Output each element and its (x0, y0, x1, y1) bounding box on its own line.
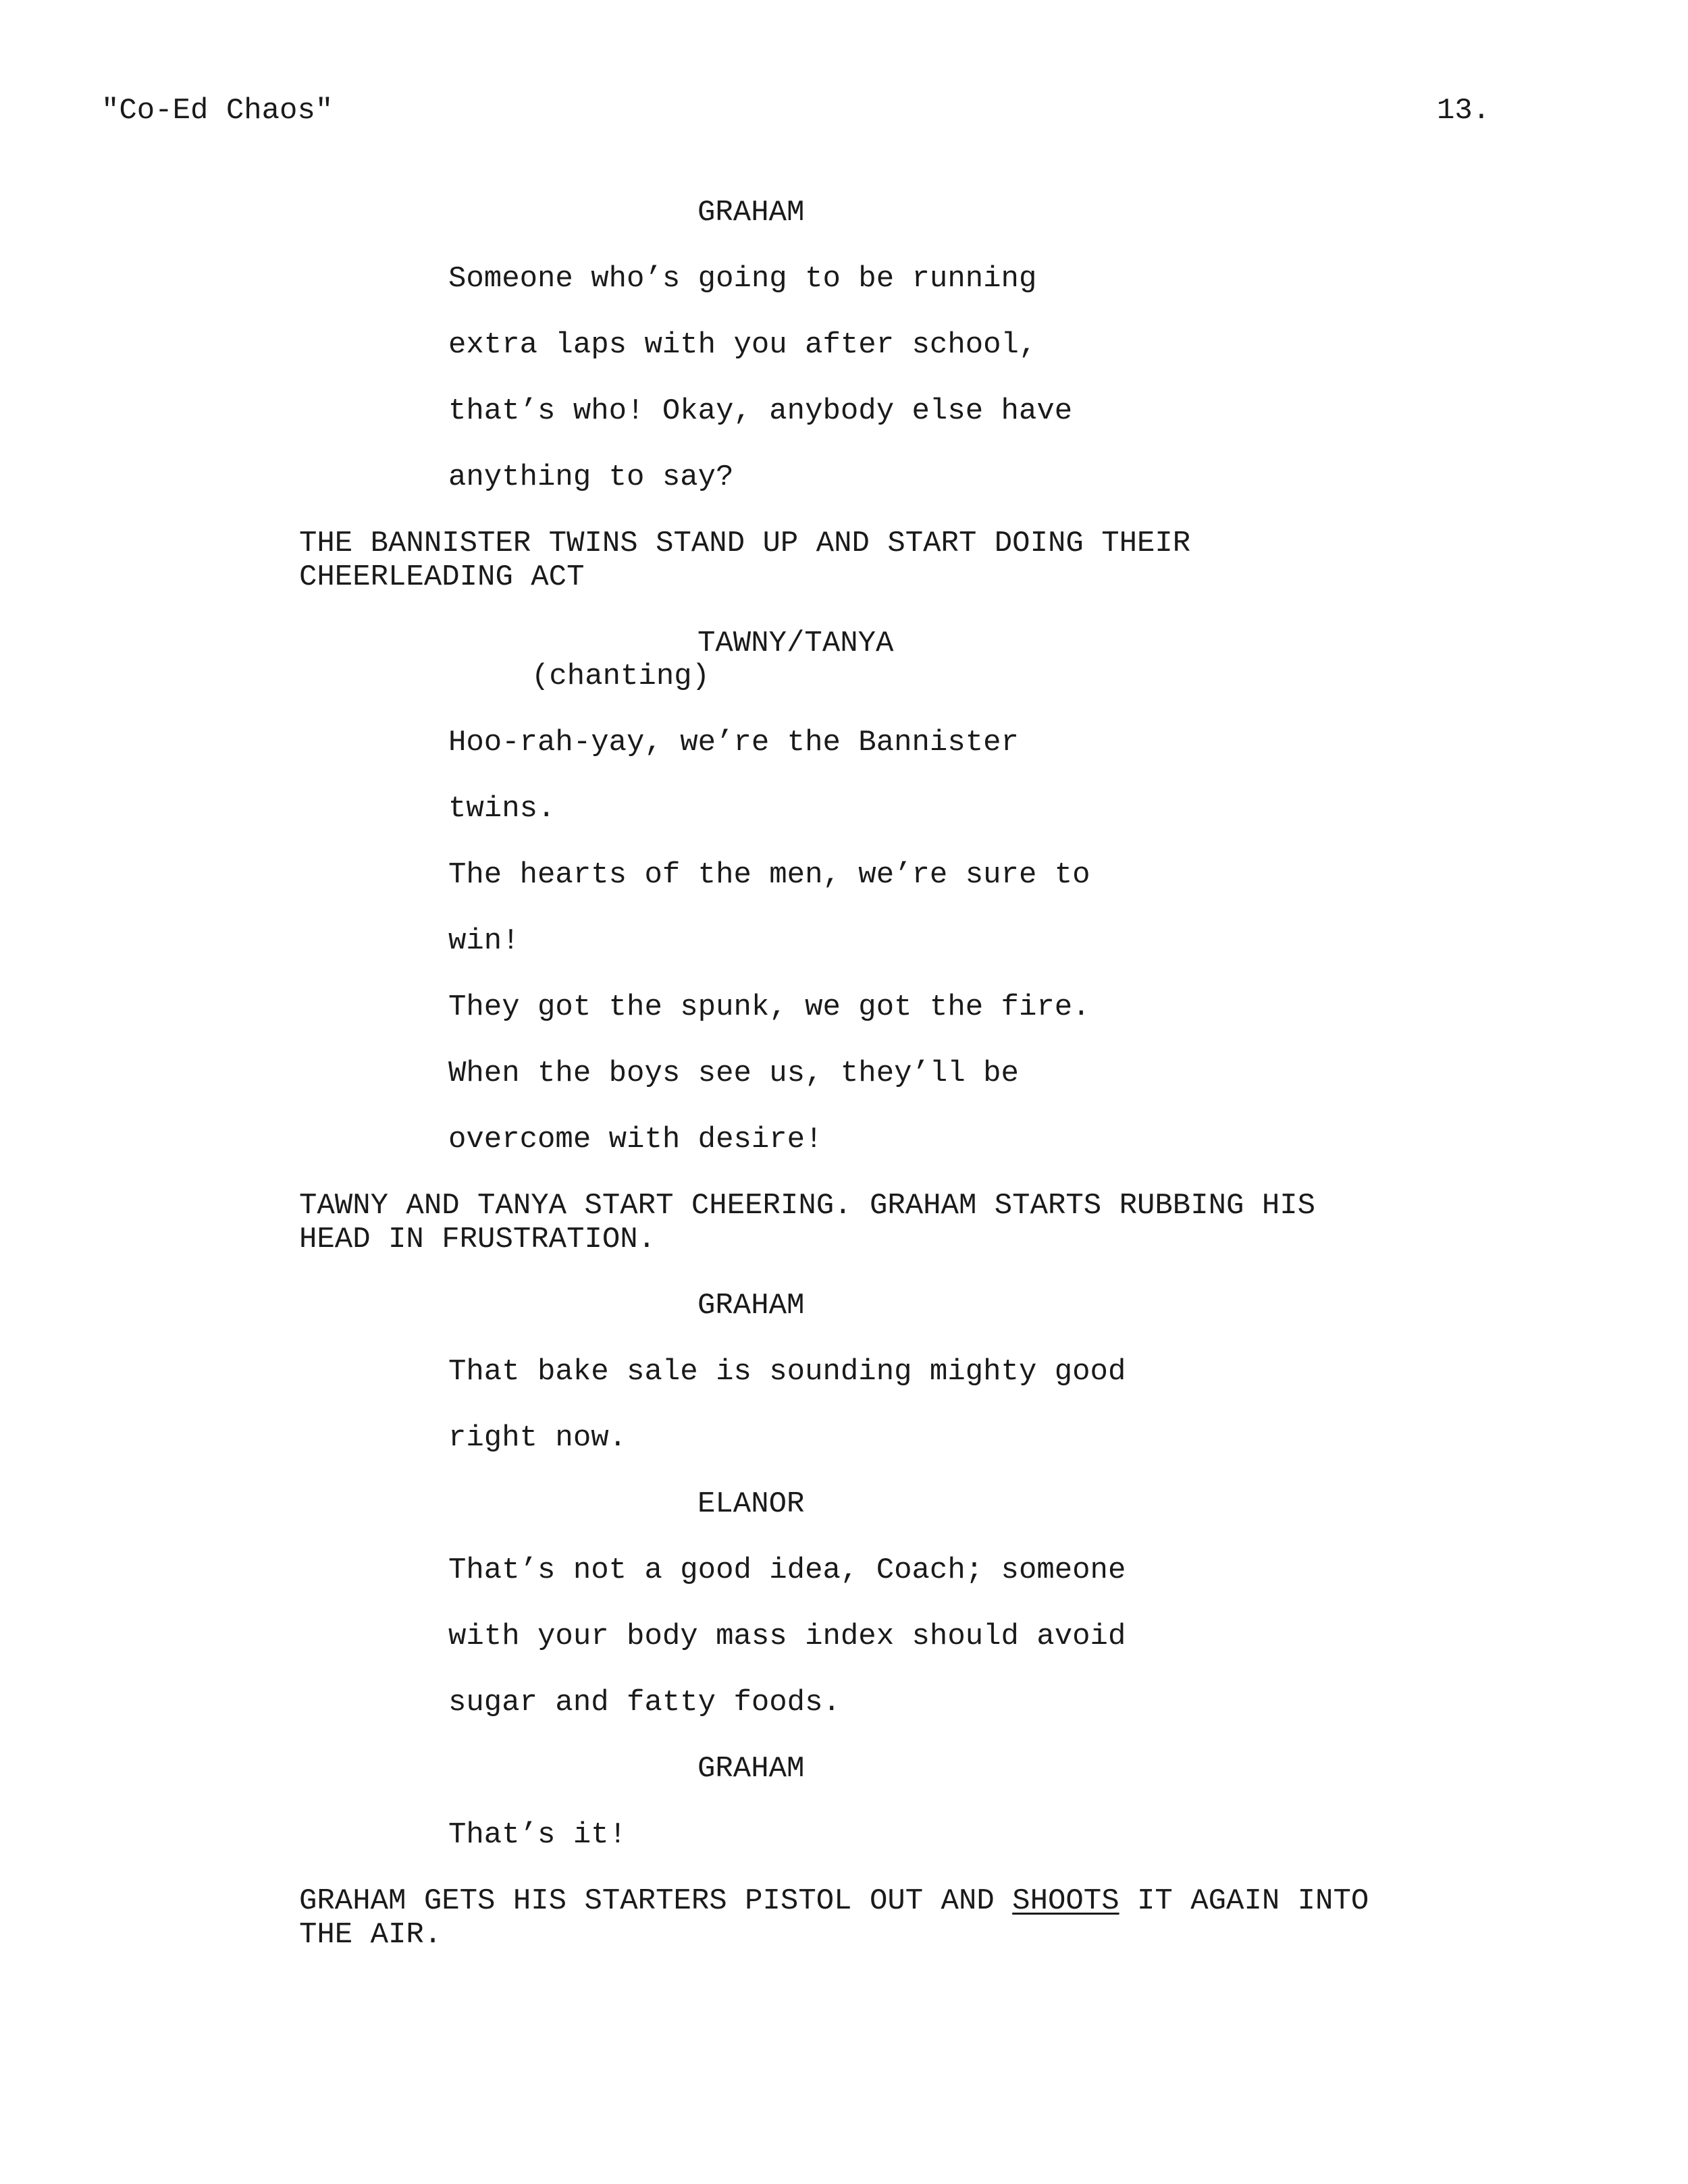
action-text: GRAHAM GETS HIS STARTERS PISTOL OUT AND (299, 1884, 1013, 1918)
dialogue-line: The hearts of the men, we’re sure to (448, 858, 1090, 892)
dialogue-line: Hoo-rah-yay, we’re the Bannister (448, 726, 1019, 760)
dialogue-line: overcome with desire! (448, 1123, 823, 1156)
action-line: THE BANNISTER TWINS STAND UP AND START DOING THEIR (299, 527, 1191, 560)
dialogue-line: win! (448, 924, 520, 958)
page-number: 13. (1437, 94, 1491, 128)
underlined-action-word: SHOOTS (1012, 1884, 1119, 1918)
action-line: HEAD IN FRUSTRATION. (299, 1223, 656, 1256)
parenthetical: (chanting) (531, 660, 710, 693)
action-text: IT AGAIN INTO (1119, 1884, 1369, 1918)
script-title: "Co-Ed Chaos" (101, 94, 334, 128)
dialogue-line: anything to say? (448, 460, 734, 494)
dialogue-line: When the boys see us, they’ll be (448, 1057, 1019, 1090)
dialogue-line: with your body mass index should avoid (448, 1620, 1126, 1653)
character-cue: GRAHAM (697, 1752, 805, 1786)
dialogue-line: That bake sale is sounding mighty good (448, 1355, 1126, 1389)
dialogue-line: sugar and fatty foods. (448, 1686, 841, 1720)
action-line: TAWNY AND TANYA START CHEERING. GRAHAM STARTS RUBBING HIS (299, 1189, 1316, 1223)
action-line (299, 1884, 1369, 1918)
character-cue: GRAHAM (697, 196, 805, 230)
dialogue-line: They got the spunk, we got the fire. (448, 990, 1090, 1024)
character-cue: ELANOR (697, 1487, 805, 1521)
dialogue-line: that’s who! Okay, anybody else have (448, 394, 1073, 428)
dialogue-line: Someone who’s going to be running (448, 262, 1037, 296)
dialogue-line: That’s it! (448, 1818, 627, 1852)
dialogue-line: right now. (448, 1421, 627, 1455)
character-cue: GRAHAM (697, 1289, 805, 1323)
dialogue-line: twins. (448, 792, 556, 826)
action-line: CHEERLEADING ACT (299, 560, 585, 594)
character-cue: TAWNY/TANYA (697, 627, 894, 660)
dialogue-line: That’s not a good idea, Coach; someone (448, 1553, 1126, 1587)
action-line: THE AIR. (299, 1918, 442, 1952)
dialogue-line: extra laps with you after school, (448, 328, 1037, 362)
